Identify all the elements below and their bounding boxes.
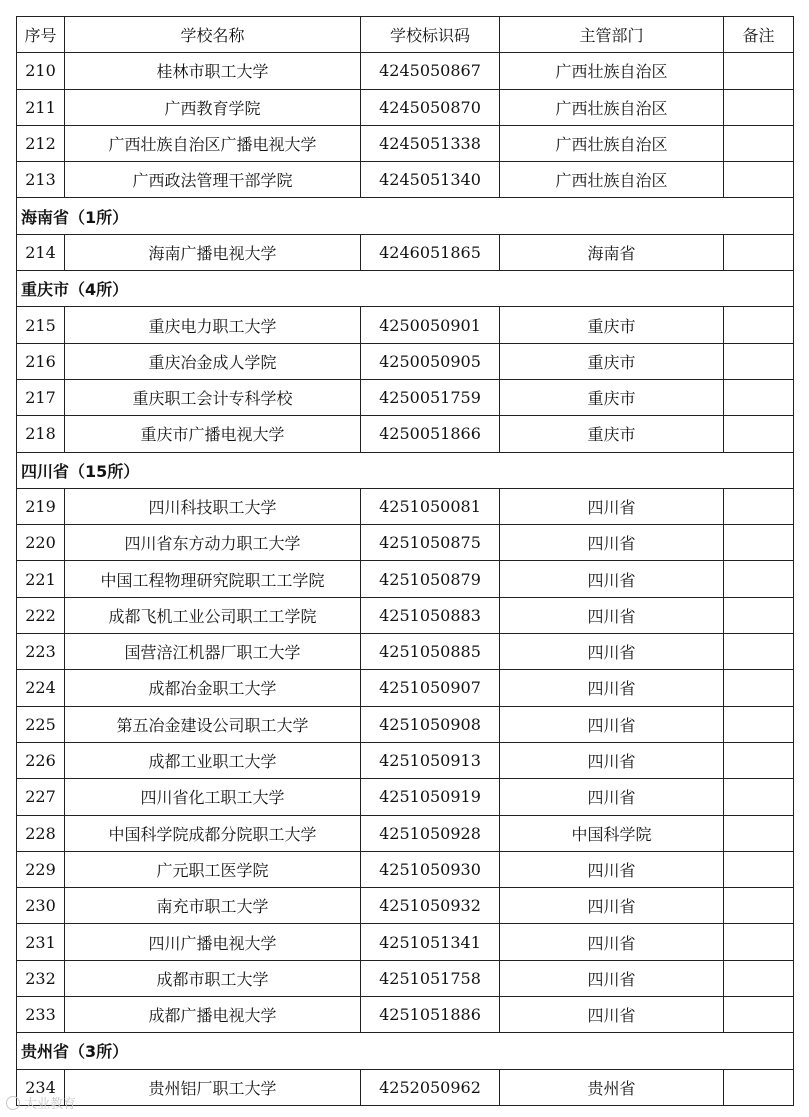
- school-table: [16, 16, 794, 1106]
- table-row: [17, 670, 794, 706]
- cell-remarks: [724, 416, 794, 452]
- table-row: [17, 162, 794, 198]
- cell-school-name: 南充市职工大学: [65, 888, 361, 924]
- cell-school-name: 重庆冶金成人学院: [65, 343, 361, 379]
- cell-school-name: 重庆市广播电视大学: [65, 416, 361, 452]
- header-row: [17, 17, 794, 53]
- cell-index: 226: [17, 742, 65, 778]
- cell-department: 重庆市: [500, 379, 724, 415]
- cell-index: 214: [17, 234, 65, 270]
- cell-school-code: 4250050905: [361, 343, 500, 379]
- cell-remarks: [724, 53, 794, 89]
- cell-school-code: 4251050930: [361, 851, 500, 887]
- cell-department: 广西壮族自治区: [500, 89, 724, 125]
- cell-index: 223: [17, 634, 65, 670]
- cell-school-name: 国营涪江机器厂职工大学: [65, 634, 361, 670]
- cell-remarks: [724, 670, 794, 706]
- cell-index: 213: [17, 162, 65, 198]
- cell-department: 四川省: [500, 960, 724, 996]
- cell-index: 220: [17, 525, 65, 561]
- cell-index: 218: [17, 416, 65, 452]
- table-row: [17, 742, 794, 778]
- cell-department: 四川省: [500, 634, 724, 670]
- cell-index: 215: [17, 307, 65, 343]
- cell-index: 232: [17, 960, 65, 996]
- cell-remarks: [724, 89, 794, 125]
- cell-department: 重庆市: [500, 416, 724, 452]
- cell-school-code: 4250050901: [361, 307, 500, 343]
- cell-index: 210: [17, 53, 65, 89]
- cell-remarks: [724, 815, 794, 851]
- cell-index: 219: [17, 488, 65, 524]
- table-row: [17, 89, 794, 125]
- cell-school-code: 4245050870: [361, 89, 500, 125]
- table-row: [17, 851, 794, 887]
- table-row: [17, 379, 794, 415]
- cell-department: 四川省: [500, 851, 724, 887]
- header-school-name: 学校名称: [65, 17, 361, 53]
- cell-school-name: 成都广播电视大学: [65, 997, 361, 1033]
- cell-school-code: 4251051758: [361, 960, 500, 996]
- cell-index: 211: [17, 89, 65, 125]
- cell-school-code: 4250051759: [361, 379, 500, 415]
- section-title: 贵州省（3所）: [17, 1033, 794, 1069]
- cell-department: 广西壮族自治区: [500, 125, 724, 161]
- cell-school-code: 4251051341: [361, 924, 500, 960]
- cell-school-code: 4251050883: [361, 597, 500, 633]
- watermark: [6, 1093, 76, 1112]
- cell-school-name: 广西壮族自治区广播电视大学: [65, 125, 361, 161]
- section-row: [17, 1033, 794, 1069]
- cell-index: 231: [17, 924, 65, 960]
- cell-remarks: [724, 924, 794, 960]
- cell-index: 222: [17, 597, 65, 633]
- cell-school-name: 四川省化工职工大学: [65, 779, 361, 815]
- cell-index: 224: [17, 670, 65, 706]
- cell-school-code: 4251050908: [361, 706, 500, 742]
- header-school-code: 学校标识码: [361, 17, 500, 53]
- cell-department: 四川省: [500, 597, 724, 633]
- cell-school-name: 贵州铝厂职工大学: [65, 1069, 361, 1105]
- cell-school-name: 桂林市职工大学: [65, 53, 361, 89]
- cell-index: 216: [17, 343, 65, 379]
- cell-school-code: 4251050928: [361, 815, 500, 851]
- cell-school-name: 广元职工医学院: [65, 851, 361, 887]
- section-row: [17, 198, 794, 234]
- cell-school-code: 4251050081: [361, 488, 500, 524]
- cell-school-code: 4251050907: [361, 670, 500, 706]
- section-title: 重庆市（4所）: [17, 271, 794, 307]
- table-row: [17, 706, 794, 742]
- cell-school-name: 四川广播电视大学: [65, 924, 361, 960]
- cell-school-code: 4251050932: [361, 888, 500, 924]
- table-row: [17, 488, 794, 524]
- cell-index: 228: [17, 815, 65, 851]
- cell-remarks: [724, 851, 794, 887]
- cell-school-name: 成都市职工大学: [65, 960, 361, 996]
- cell-school-name: 成都工业职工大学: [65, 742, 361, 778]
- cell-school-name: 中国科学院成都分院职工大学: [65, 815, 361, 851]
- table-row: [17, 815, 794, 851]
- cell-remarks: [724, 234, 794, 270]
- cell-department: 四川省: [500, 670, 724, 706]
- cell-school-name: 四川省东方动力职工大学: [65, 525, 361, 561]
- cell-remarks: [724, 162, 794, 198]
- cell-department: 重庆市: [500, 307, 724, 343]
- table-row: [17, 1069, 794, 1105]
- cell-school-name: 海南广播电视大学: [65, 234, 361, 270]
- watermark-logo-icon: [6, 1096, 20, 1110]
- cell-remarks: [724, 307, 794, 343]
- cell-remarks: [724, 525, 794, 561]
- section-row: [17, 452, 794, 488]
- cell-index: 225: [17, 706, 65, 742]
- cell-index: 233: [17, 997, 65, 1033]
- cell-school-code: 4245050867: [361, 53, 500, 89]
- header-department: 主管部门: [500, 17, 724, 53]
- cell-remarks: [724, 343, 794, 379]
- cell-school-name: 重庆电力职工大学: [65, 307, 361, 343]
- cell-remarks: [724, 634, 794, 670]
- cell-school-code: 4251050879: [361, 561, 500, 597]
- table-row: [17, 53, 794, 89]
- cell-department: 四川省: [500, 779, 724, 815]
- table-row: [17, 960, 794, 996]
- cell-school-name: 中国工程物理研究院职工工学院: [65, 561, 361, 597]
- table-row: [17, 597, 794, 633]
- cell-index: 212: [17, 125, 65, 161]
- cell-remarks: [724, 997, 794, 1033]
- table-row: [17, 525, 794, 561]
- cell-remarks: [724, 706, 794, 742]
- cell-school-name: 重庆职工会计专科学校: [65, 379, 361, 415]
- section-row: [17, 271, 794, 307]
- cell-remarks: [724, 488, 794, 524]
- table-row: [17, 779, 794, 815]
- cell-school-code: 4251050885: [361, 634, 500, 670]
- cell-department: 四川省: [500, 997, 724, 1033]
- table-row: [17, 924, 794, 960]
- table-row: [17, 343, 794, 379]
- table-row: [17, 634, 794, 670]
- section-title: 四川省（15所）: [17, 452, 794, 488]
- cell-remarks: [724, 379, 794, 415]
- header-remarks: 备注: [724, 17, 794, 53]
- table-row: [17, 307, 794, 343]
- cell-school-code: 4251050919: [361, 779, 500, 815]
- header-index: 序号: [17, 17, 65, 53]
- watermark-text: 大业教育: [24, 1097, 77, 1112]
- cell-remarks: [724, 742, 794, 778]
- cell-school-name: 第五冶金建设公司职工大学: [65, 706, 361, 742]
- table-row: [17, 888, 794, 924]
- cell-remarks: [724, 561, 794, 597]
- cell-school-code: 4245051340: [361, 162, 500, 198]
- cell-index: 221: [17, 561, 65, 597]
- cell-index: 230: [17, 888, 65, 924]
- cell-department: 四川省: [500, 706, 724, 742]
- cell-school-name: 广西教育学院: [65, 89, 361, 125]
- cell-index: 227: [17, 779, 65, 815]
- cell-department: 四川省: [500, 888, 724, 924]
- cell-remarks: [724, 1069, 794, 1105]
- cell-remarks: [724, 888, 794, 924]
- cell-school-name: 广西政法管理干部学院: [65, 162, 361, 198]
- cell-school-code: 4252050962: [361, 1069, 500, 1105]
- section-title: 海南省（1所）: [17, 198, 794, 234]
- table-row: [17, 125, 794, 161]
- cell-department: 四川省: [500, 924, 724, 960]
- cell-department: 四川省: [500, 525, 724, 561]
- cell-index: 229: [17, 851, 65, 887]
- cell-remarks: [724, 960, 794, 996]
- table-row: [17, 416, 794, 452]
- cell-school-name: 成都冶金职工大学: [65, 670, 361, 706]
- cell-department: 四川省: [500, 488, 724, 524]
- cell-school-name: 成都飞机工业公司职工工学院: [65, 597, 361, 633]
- table-body: [17, 53, 794, 1106]
- cell-school-code: 4250051866: [361, 416, 500, 452]
- table-row: [17, 997, 794, 1033]
- cell-department: 贵州省: [500, 1069, 724, 1105]
- cell-school-code: 4251051886: [361, 997, 500, 1033]
- cell-school-code: 4251050875: [361, 525, 500, 561]
- cell-school-code: 4246051865: [361, 234, 500, 270]
- cell-school-name: 四川科技职工大学: [65, 488, 361, 524]
- cell-department: 广西壮族自治区: [500, 162, 724, 198]
- cell-department: 广西壮族自治区: [500, 53, 724, 89]
- cell-department: 四川省: [500, 742, 724, 778]
- cell-department: 海南省: [500, 234, 724, 270]
- cell-department: 四川省: [500, 561, 724, 597]
- cell-school-code: 4251050913: [361, 742, 500, 778]
- table-row: [17, 234, 794, 270]
- cell-index: 234: [17, 1069, 65, 1105]
- cell-department: 中国科学院: [500, 815, 724, 851]
- cell-remarks: [724, 125, 794, 161]
- cell-remarks: [724, 597, 794, 633]
- cell-remarks: [724, 779, 794, 815]
- table-row: [17, 561, 794, 597]
- cell-index: 217: [17, 379, 65, 415]
- cell-department: 重庆市: [500, 343, 724, 379]
- cell-school-code: 4245051338: [361, 125, 500, 161]
